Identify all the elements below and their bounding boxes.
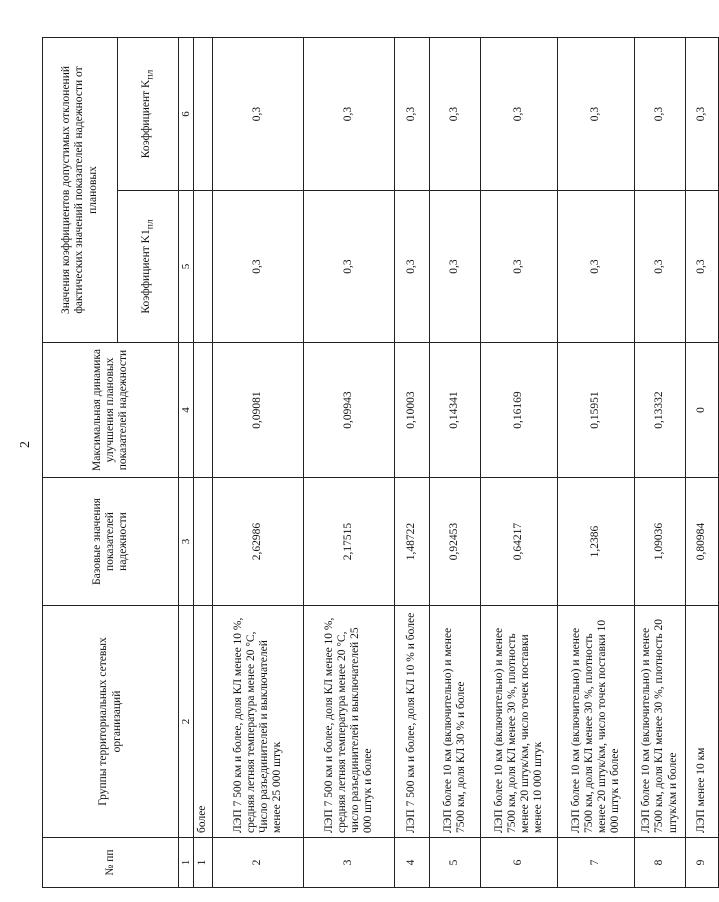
base-value: 1,48722 — [395, 478, 430, 606]
max-dynamics-value: 0 — [686, 343, 719, 478]
reliability-table-sheet — [42, 38, 708, 888]
reliability-coefficients-table — [42, 37, 719, 888]
base-value: 2,62986 — [213, 478, 304, 606]
row-number: 4 — [395, 838, 430, 888]
row-number: 7 — [558, 838, 635, 888]
group-description: ЛЭП 7 500 км и более, доля КЛ 10 % и более — [395, 606, 430, 838]
coefficient-k1-value: 0,3 — [430, 191, 481, 343]
coefficient-k2-value: 0,3 — [213, 37, 304, 190]
table-row — [635, 37, 686, 887]
column-number: 2 — [179, 606, 194, 838]
coefficient-k2-value: 0,3 — [686, 37, 719, 190]
table-row — [430, 37, 481, 887]
column-number: 6 — [179, 37, 194, 190]
coefficient-k1-value: 0,3 — [686, 191, 719, 343]
base-value: 1,2386 — [558, 478, 635, 606]
max-dynamics-value: 0,13332 — [635, 343, 686, 478]
base-value: 1,09036 — [635, 478, 686, 606]
max-dynamics-value: 0,15951 — [558, 343, 635, 478]
coefficient-k1-value: 0,3 — [481, 191, 558, 343]
table-row — [304, 37, 395, 887]
coefficient-k2-value: 0,3 — [481, 37, 558, 190]
row-number: 6 — [481, 838, 558, 888]
coefficient-k1-value: 0,3 — [213, 191, 304, 343]
coefficient-k1-value: 0,3 — [558, 191, 635, 343]
coefficient-k1-value: 0,3 — [395, 191, 430, 343]
table-row — [213, 37, 304, 887]
group-description: ЛЭП 7 500 км и более, доля КЛ менее 10 %, средняя летняя температура менее 20 °C, число разъединителей и выключателей 25 000 штук и более — [304, 606, 395, 838]
row-number: 3 — [304, 838, 395, 888]
column-number: 3 — [179, 478, 194, 606]
coefficient-k2-value: 0,3 — [430, 37, 481, 190]
group-description: ЛЭП менее 10 км — [686, 606, 719, 838]
table-row — [194, 37, 213, 887]
row-number: 5 — [430, 838, 481, 888]
header-max-dynamics: Максимальная динамика улучшения плановых показателей надежности — [43, 343, 179, 478]
base-value: 0,80984 — [686, 478, 719, 606]
max-dynamics-value: 0,10003 — [395, 343, 430, 478]
max-dynamics-value: 0,09943 — [304, 343, 395, 478]
max-dynamics-value — [194, 343, 213, 478]
row-number: 9 — [686, 838, 719, 888]
base-value: 0,92453 — [430, 478, 481, 606]
coefficient-k2-value — [194, 37, 213, 190]
group-description: ЛЭП 7 500 км и более, доля КЛ менее 10 %, средняя летняя температура менее 20 °C, Число разъединителей и выключателей менее 25 000 штук — [213, 606, 304, 838]
base-value: 0,64217 — [481, 478, 558, 606]
header-group: Группы территориальных сетевых организаций — [43, 606, 179, 838]
max-dynamics-value: 0,16169 — [481, 343, 558, 478]
page-number: 2 — [18, 441, 33, 448]
header-coefficient-k1: Коэффициент $K1_{пл}$ — [118, 191, 179, 343]
coefficient-k2-value: 0,3 — [635, 37, 686, 190]
group-description: ЛЭП более 10 км (включительно) и менее 7500 км, доля КЛ 30 % и более — [430, 606, 481, 838]
column-number: 1 — [179, 838, 194, 888]
coefficient-k1-value: 0,3 — [304, 191, 395, 343]
coefficient-k1-value — [194, 191, 213, 343]
row-number: 2 — [213, 838, 304, 888]
coefficient-k2-value: 0,3 — [395, 37, 430, 190]
group-description: ЛЭП более 10 км (включительно) и менее 7500 км, доля КЛ менее 30 %, плотность менее 20 штук/км, число точек поставки менее 10 000 штук — [481, 606, 558, 838]
table-row — [481, 37, 558, 887]
header-base-values: Базовые значения показателей надежности — [43, 478, 179, 606]
table-row — [686, 37, 719, 887]
coefficient-k2-value: 0,3 — [304, 37, 395, 190]
base-value: 2,17515 — [304, 478, 395, 606]
group-description: более — [194, 606, 213, 838]
column-number: 5 — [179, 191, 194, 343]
table-row — [395, 37, 430, 887]
max-dynamics-value: 0,09081 — [213, 343, 304, 478]
max-dynamics-value: 0,14341 — [430, 343, 481, 478]
coefficient-k1-value: 0,3 — [635, 191, 686, 343]
header-row-number: № пп — [43, 838, 179, 888]
header-coefficients-group: Значения коэффициентов допустимых отклонений фактических значений показателей надежности от плановых — [43, 37, 118, 342]
column-number: 4 — [179, 343, 194, 478]
header-coefficient-k2: Коэффициент $K_{пл}$ — [118, 37, 179, 190]
group-description: ЛЭП более 10 км (включительно) и менее 7500 км, доля КЛ менее 30 %, плотность менее 20 штук/км, число точек поставки 10 000 штук и более — [558, 606, 635, 838]
coefficient-k2-value: 0,3 — [558, 37, 635, 190]
row-number: 1 — [194, 838, 213, 888]
group-description: ЛЭП более 10 км (включительно) и менее 7500 км, доля КЛ менее 30 %, плотность 20 штук/км и более — [635, 606, 686, 838]
base-value — [194, 478, 213, 606]
row-number: 8 — [635, 838, 686, 888]
column-number-row — [179, 37, 194, 887]
table-row — [558, 37, 635, 887]
